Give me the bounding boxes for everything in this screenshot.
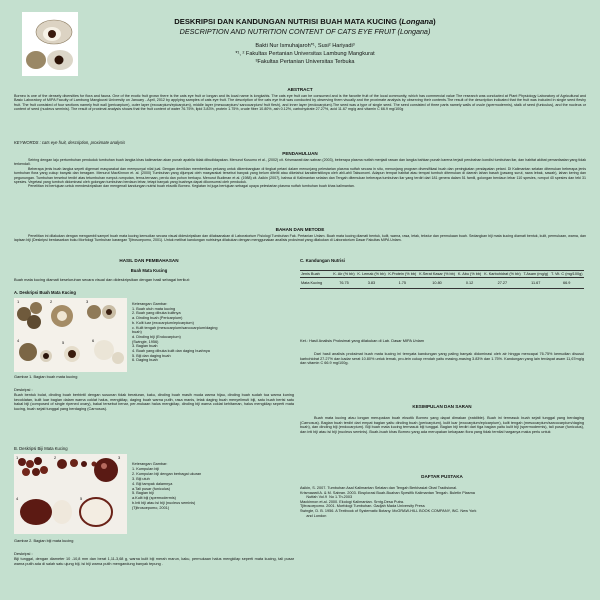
fig2-num-3: 3 <box>118 455 121 460</box>
paper-title: DESKRIPSI DAN KANDUNGAN NUTRISI BUAH MATA KUCING (Longana) <box>174 17 436 26</box>
col-protein: K.Protein (% bb) <box>388 272 417 276</box>
reference-list <box>300 486 584 518</box>
kesimpulan-heading: KESIMPULAN DAN SARAN <box>412 404 472 409</box>
hasil-heading: HASIL DAN PEMBAHASAN <box>119 258 179 263</box>
col-air: K. Air (% bb) <box>333 272 355 276</box>
figure-1-caption: Gambar 1. Bagian buah mata kucing <box>14 374 78 379</box>
table-row <box>300 278 584 289</box>
cell-protein: 1.75 <box>387 278 418 289</box>
col-vitc: T. Vit. C (mg/100g) <box>550 272 583 276</box>
col-abu: K. Abu (% bb) <box>457 272 482 276</box>
deskripsi-2-body: Biji tunggal, dengan diameter 10 -10,8 mm dan berat 1,11-3,68 g, warna kulit biji merah marun, kaku, permukaan halus mengkilap seperti mata kucing, tali pusar warna putih ada di salah satu ujung biji, isi biji warna putih mengandung banyak tepung . <box>14 557 294 566</box>
figure-2-photo <box>14 454 127 534</box>
cell-jenis: Mata Kucing <box>300 278 332 289</box>
nutrisi-body: Dari hasil analisis proksimat buah mata kucing ini ternyata kandungan yang paling banyak didominasi oleh air hingga mencapai 76.75% kemudian disusul karbohidrat 27.27% dan kadar serat 10.80% untuk lemak, pro-tein cukup rendah yaitu masing-masing 3.83% dan 1.75%. Kandungan yang lain terdapat asam 11,67mg/g dan vitamin C 66.9 mg/100g. <box>300 352 584 365</box>
metode-body: Penelitian ini dilakukan dengan mengambil sampel buah mata kucing kemudian secara visual dideskripsikan dan dilaksanakan di Laboratorium Fisiologi Tumbuhan Fak. Pertanian Unlam. Buah mata kucing diamati bentuk, kulit, warna, rasa, letak, tekstur dan permukaan buah. Sedangkan biji mata kucing diamati bentuk, kulit, permukaan, warna, dan lapisan biji (Deskripsi berdasarkan buku Morfologi Tumbuhan karangan Tjitrosoepomo, 2001). Untuk melihat kandungan nutrisinya dilakukan dengan menggunakan analisis proksimat yang dilakukan di Laboratorium Dasar Fakultas MIPA Unlam. <box>14 234 586 243</box>
fig1-num-4: 4 <box>17 338 20 343</box>
figure-2-caption: Gambar 2. Bagian biji mata kucing <box>14 538 74 543</box>
fig1-num-5: 5 <box>62 340 65 345</box>
figure-1-photo <box>14 298 127 372</box>
cell-abu: 0.12 <box>456 278 482 289</box>
reference-item: Tjitrosoepomo. 2001. Morfologi Tumbuhan. Gadjah Mada University Press <box>300 504 425 509</box>
col-lemak: K. Lemak (% bb) <box>357 272 386 276</box>
hasil-intro: Buah mata kucing diamati keseluruhan secara visual dan dideskripsikan dengan hasil sebagai berikut: <box>14 277 190 282</box>
section-b-heading: B. Deskripsi Biji Mata Kucing <box>14 446 68 451</box>
cell-asam: 11.67 <box>522 278 549 289</box>
abstract-body: Borneo is one of the densely diversities for flora and fauna. One of the exotic fruit grown there is the cats eye fruit or longan and its local name is longkahis. The cats eye fruit can be consumed and is the favorite fruit of the local community, which has commercial value The research was conducted at Plant Physiology Laboratory of Agricultural and Basic Laboratory of MIPA Faculty of Lambung Mangkurat University on January - April, 2012 by applying samples of cats eye fruit. The description of the cats eye fruit was conducted by observing them visually and the proximate analysis by observing their contents.The result of the description indicated that the fruit was included in single seed fleshy fruit. The fruit consisted of four sections namely fruit wall (pericarpium), outer layer (exocarpium/epicarpium), middle layer (mesocarpium/ sarcocarpium/ fruit flesh), and inner layer (endocarpium).The seed was a type of single seed. The seed consisted of three parts namely walls of ovule (spermodermis), stalk of seed (funiculus), and the nucleus or content of seed (nucleus seminis). The result of proximat analysis shows that the fruit content of water 76.75%, lipid 3.83%, protein 1.75%, crude fiber 10.80%, ash 0.12%, carbohydrate 27.27%, acid 11.67 mg/g and vitamin C 66.9 mg/100g <box>14 94 586 111</box>
reference-item: and London <box>300 513 327 518</box>
nutrition-table <box>300 270 584 289</box>
abstract-heading: ABSTRACT <box>287 87 313 92</box>
col-jenis: Jenis Buah <box>300 271 332 278</box>
pendahuluan-heading: PENDAHULUAN <box>282 151 318 156</box>
section-a-heading: A. Deskripsi Buah Mata Kucing <box>14 290 76 295</box>
paper-title-en: DESCRIPTION AND NUTRITION CONTENT OF CATS EYE FRUIT (Longana) <box>179 27 431 36</box>
reference-item: Nutfah Vol.9 No 1.Th.2003 <box>300 495 353 500</box>
deskripsi-1-label: Deskripsi : <box>14 387 33 392</box>
authors: Bakti Nur Ismuhajaroh*¹, Susi² Hariyadi³ <box>255 43 355 49</box>
pustaka-heading: DAFTAR PUSTAKA <box>421 474 463 479</box>
nutrisi-heading: C. Kandungan Nutrisi <box>300 258 345 263</box>
cell-lemak: 3.83 <box>356 278 387 289</box>
fig1-num-1: 1 <box>17 299 20 304</box>
fig1-num-6: 6 <box>92 338 95 343</box>
cell-serat: 10.80 <box>418 278 457 289</box>
fig1-num-2: 2 <box>50 299 53 304</box>
cell-air: 76.75 <box>332 278 356 289</box>
figure-1-legend: Keterangan Gambar: 1. Buah utuh mata kucing 2. Buah yang dibuka kulitnya a. Dinding buah (Pericarpium) b. Kulit luar (exocarpium/epicarpium) c. Kulit tengah (mesocarpium/sarcocarpium/daging buah) d. Dinding biji (Endocarpium) (Swingle, 1956) 3. Bagian buah 4. Buah yang dibuka kulit dan daging buahnya 5. Biji dan daging buah 6. Daging buah <box>132 302 218 363</box>
cell-vitc: 66.9 <box>549 278 584 289</box>
fig2-num-1: 1 <box>16 455 19 460</box>
buah-subheading: Buah Mata Kucing <box>130 268 168 273</box>
reference-item: Krismawati A. & M. Sabran. 2003. Eksplorasi Buah-Buahan Spesifik Kalimantan Tengah. Buletin Plasma <box>300 490 475 495</box>
col-asam: T.Asam (mg/g) <box>523 272 549 276</box>
fig1-num-3: 3 <box>86 299 89 304</box>
fig2-num-2: 2 <box>54 455 57 460</box>
keywords: KEYWORDS : cats eye fruit, description, proximate analysis <box>14 140 126 145</box>
metode-heading: BAHAN DAN METODE <box>275 227 325 232</box>
fig2-num-4: 4 <box>16 496 19 501</box>
reference-item: Mackinnon et.al. 2000. Ekologi Kalimantan. Srntg.Desa Putra. <box>300 499 405 504</box>
header-photo <box>22 12 78 76</box>
affiliation-1: *¹, ² Fakultas Pertanian Universitas Lambung Mangkurat <box>235 51 375 57</box>
col-karbohidrat: K. Karbohidrat (% bb) <box>484 272 521 276</box>
col-serat: K.Serat Kasar (% bb) <box>419 272 455 276</box>
figure-2-legend: Keterangan Gambar: 1. Kumpulan biji 2. Kumpulan biji dengan berbagai ukuran 3. Biji utuh 4. Biji tampak dalamnya a.Tali pusar (funiculus) 5. Bagian biji a.Kulit biji (spermodermis) b.Inti biji atau isi biji (nucleus seminis) (Tjitrosoepomo, 2001) <box>132 462 202 511</box>
deskripsi-1-body: Buah bentuk bulat, dinding buah berbintil dengan susunan tidak beraturan, kaku, dinding buah masih muda warna hijau, dinding buah sudah tua warna kuning kecoklatan, kulit luar bagian dalam warna coklat halus, mengkilap, daging buah warna putih, rasa manis, letak daging buah menyelimuti biji, satu buah berisi satu bakal biji (composed of single ripened ovary), bakal tersebut benar, per-mukaan halus mengkilap, dinding biji warna coklat kehitaman, halus mengkilap seperti mata kucing, buah sejati tunggal yang berdaging (Carnosus). <box>14 393 294 411</box>
fig2-num-5: 5 <box>80 496 83 501</box>
table-note: Ket.: Hasil Analisis Proksimat yang dilakukan di Lab. Dasar MIPA Unlam <box>300 338 425 343</box>
pendahuluan-body: Seiring dengan laju pertumbuhan penduduk tumbuhan buah langka khas kalimantan akan punah apabila tidak dibudidayakan. Menurut Kusumo et al., (2002) cit. Krismawati dan sabran (2003), beberapa plasma nutfah menjadi rawan dan langka bahkan punah karena terjadi perubahan kondisi tumbuhan liar, dan habitat akibat pemanfaatan yang tidak terkendali. Beberapa jenis buah langka sepeti digemari masyarakat dan mempunyai nilai jual. Dengan demikian memberikan peluang untuk dikembangkan di tingkat petani dalam menunjang pelestarian plasma nutfah secara in situ, menunjang program diversifikasi buah dan peningkatan pendapatan petani. Di Kalimantan selatan ditemukan beberapa jenis tumbuhan flora yang cukup banyak dan beragam. Menurut MacKinnon et. al. (2000) Tumbuhan yang dijumpai oleh masyarakat tersebut banyak yang belum diteliti atau diketahui karakteristiknya oleh ahli-ahli Taksonomi. Adapun tempat habitat atau tempat tumbuh ditemukan di daerah lahan basah (pasang surut, rawa lebak, sawah), lahan kering dan pegunungan. Tumbuhan tersebut terdiri atas tetumbuhan rumput-rumputan, terna-ternaan, perdu dan pohon berkayu. Menurut Budiman et al. (1988) cit. Asikin (2007), bahwa di Kalimantan selatan dan Tengah ditemukan beberapa tumbuhan liar yang terdiri dari 181 genera dalam 51 famili, golongan berdaun lebar 110 spesies, rumput 40 spesies dan teki 31 spesies. Vegetasi yang tumbuh didominasi oleh golongan tumbuhan berdaun lebar, tetapi banyak yang buahnya dapat dikonsumsi oleh penduduk. Penelitian ini bertujuan untuk mendeskripsikan dan mengenali kandungan nutrisi buah eksotik Borneo. Kegiatan ini juga bertujuan sebagai upaya pelestarian plasma nutfah tumbuhan buah khas kalimantan. <box>14 158 586 189</box>
deskripsi-2-label: Deskripsi : <box>14 551 33 556</box>
reference-item: Swingle, D. B. 1956. A Textbook of Systematic Botany. McGRAW-HILL BOOK COMPANY, INC. New York <box>300 508 477 513</box>
affiliation-2: ³Fakultas Pertanian Universitas Terbuka <box>255 59 355 65</box>
reference-item: Asikin, S. 2007. Tumbuhan Asal Kalimantan Selatan dan Tengah Berkhasiat Obat Tradisional. <box>300 486 458 490</box>
kesimpulan-body: Buah mata kucing atau longan merupakan buah eksotik Borneo yang dapat dimakan (eatdible). Buah ini termasuk buah sejati tunggal yang berdaging (Carnosus). Bagian buah terdiri dari empat bagian yaitu dinding buah (pericarpium), kulit luar (exocarpium/epicarpium), kulit tengah (mesocarpium/sarcocarpium/daging buah), dan dinding biji (endocarpium). Biji buah mata kucing termasuk biji tunggal. Bagian biji terdiri dari tiga bagian yaitu kulit biji (spermodermis), tali pusar (funiculus), dan inti biji atau isi biji (nucleus seminis). Buah-buah khas Borneo yang ada merupakan kekayaan flora yang tidak ternilai harganya maka perlu untuk <box>300 416 584 434</box>
cell-karbohidrat: 27.27 <box>483 278 523 289</box>
